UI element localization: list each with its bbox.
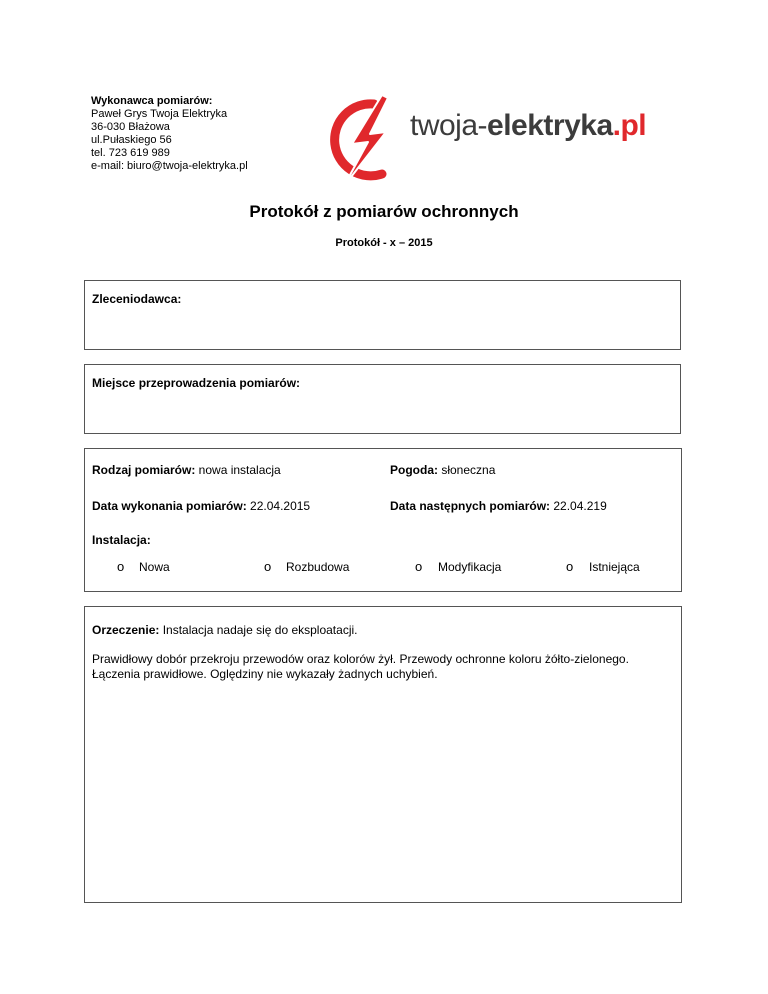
contractor-heading: Wykonawca pomiarów: bbox=[91, 95, 213, 107]
contractor-email: e-mail: biuro@twoja-elektryka.pl bbox=[91, 160, 248, 172]
option-bullet-icon[interactable]: o bbox=[415, 559, 423, 574]
protocol-number: Protokół - x – 2015 bbox=[335, 237, 433, 249]
weather bbox=[390, 463, 495, 477]
client-label: Zleceniodawca: bbox=[92, 292, 182, 306]
option-rozbudowa: Rozbudowa bbox=[286, 560, 350, 574]
place-section bbox=[84, 364, 681, 434]
logo-part-pl: .pl bbox=[612, 109, 647, 142]
measurement-type bbox=[92, 463, 281, 477]
contractor-phone: tel. 723 619 989 bbox=[91, 147, 170, 159]
logo-part-elektryka: elektryka bbox=[487, 109, 613, 142]
place-label: Miejsce przeprowadzenia pomiarów: bbox=[92, 376, 301, 390]
measurement-type-value: nowa instalacja bbox=[195, 463, 281, 477]
verdict bbox=[92, 623, 357, 637]
weather-value: słoneczna bbox=[438, 463, 496, 477]
installation-label: Instalacja: bbox=[92, 533, 151, 547]
verdict-section bbox=[84, 606, 682, 903]
verdict-label: Orzeczenie: bbox=[92, 623, 160, 637]
option-nowa: Nowa bbox=[139, 560, 170, 574]
next-measurement-date bbox=[390, 499, 607, 513]
contractor-block bbox=[91, 95, 248, 173]
measurement-date bbox=[92, 499, 310, 513]
lightning-bolt-icon bbox=[322, 92, 412, 188]
option-modyfikacja: Modyfikacja bbox=[438, 560, 502, 574]
option-bullet-icon[interactable]: o bbox=[117, 559, 125, 574]
next-measurement-date-value: 22.04.219 bbox=[550, 499, 607, 513]
option-bullet-icon[interactable]: o bbox=[264, 559, 272, 574]
measurement-date-value: 22.04.2015 bbox=[246, 499, 311, 513]
contractor-name: Paweł Grys Twoja Elektryka bbox=[91, 108, 228, 120]
logo-part-twoja: twoja- bbox=[410, 109, 488, 142]
option-istniejaca: Istniejąca bbox=[589, 560, 640, 574]
page-title: Protokół z pomiarów ochronnych bbox=[249, 202, 519, 221]
weather-label: Pogoda: bbox=[390, 463, 438, 477]
next-measurement-date-label: Data następnych pomiarów: bbox=[390, 499, 551, 513]
measurement-date-label: Data wykonania pomiarów: bbox=[92, 499, 247, 513]
client-section bbox=[84, 280, 681, 350]
verdict-description-line-2: Łączenia prawidłowe. Oględziny nie wykazały żadnych uchybień. bbox=[92, 667, 438, 681]
verdict-description-line-1: Prawidłowy dobór przekroju przewodów oraz kolorów żył. Przewody ochronne koloru żółto-zielonego. bbox=[92, 652, 629, 666]
measurement-info-section bbox=[84, 448, 682, 592]
contractor-postal: 36-030 Błażowa bbox=[91, 121, 170, 133]
contractor-street: ul.Pułaskiego 56 bbox=[91, 134, 172, 146]
brand-logo bbox=[410, 109, 646, 143]
option-bullet-icon[interactable]: o bbox=[566, 559, 574, 574]
measurement-type-label: Rodzaj pomiarów: bbox=[92, 463, 196, 477]
verdict-value: Instalacja nadaje się do eksploatacji. bbox=[159, 623, 358, 637]
